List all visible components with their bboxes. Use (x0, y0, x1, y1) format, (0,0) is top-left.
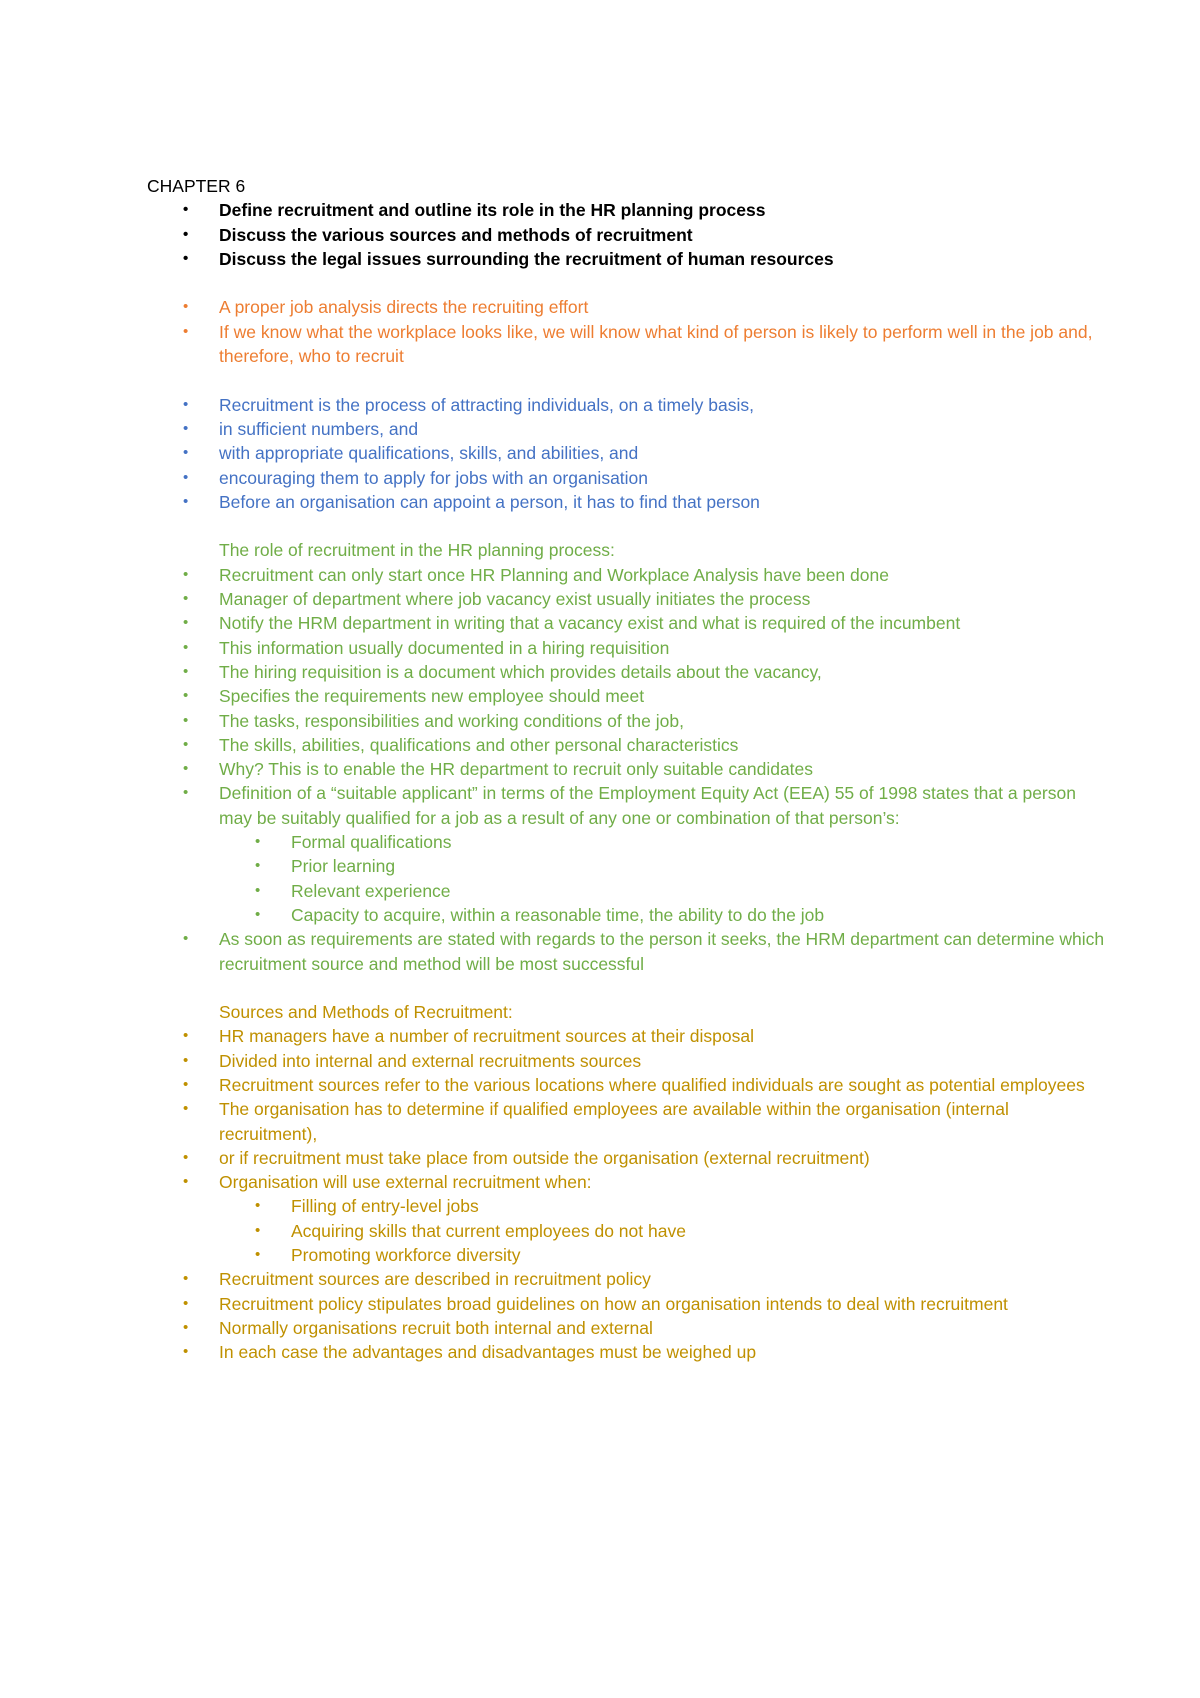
role-item: • As soon as requirements are stated with regards to the person it seeks, the HRM department can determine which recruitment source and method will be most successful (183, 929, 1105, 974)
role-item: • The tasks, responsibilities and working conditions of the job, (147, 709, 1107, 733)
bullet-icon: • (183, 784, 189, 802)
bullet-icon: • (183, 298, 189, 316)
bullet-icon: • (255, 857, 261, 875)
bullet-icon: • (183, 492, 189, 510)
role-subitem: • Relevant experience (147, 879, 1107, 903)
bullet-icon: • (183, 1100, 189, 1118)
bullet-icon: • (183, 662, 189, 680)
bullet-icon: • (183, 638, 189, 656)
bullet-icon: • (183, 1027, 189, 1045)
role-subitem: • Formal qualifications (147, 830, 1107, 854)
role-item: • The skills, abilities, qualifications and other personal characteristics (147, 733, 1107, 757)
bullet-icon: • (255, 1221, 261, 1239)
bullet-icon: • (183, 760, 189, 778)
definition-item: • Before an organisation can appoint a person, it has to find that person (147, 490, 1107, 514)
bullet-icon: • (183, 1075, 189, 1093)
definition-item: • Recruitment is the process of attracting individuals, on a timely basis, (147, 393, 1107, 417)
bullet-icon: • (183, 395, 189, 413)
objective-item: • Discuss the various sources and methods of recruitment (147, 223, 1107, 247)
bullet-icon: • (183, 1051, 189, 1069)
blank-line (147, 514, 1107, 538)
sources-subitem: • Promoting workforce diversity (147, 1243, 1107, 1267)
sources-item: • Organisation will use external recruitment when: (147, 1170, 1107, 1194)
bullet-icon: • (183, 1343, 189, 1361)
role-item: • Notify the HRM department in writing that a vacancy exist and what is required of the incumbent (147, 611, 1107, 635)
bullet-icon: • (183, 1294, 189, 1312)
sources-item: • The organisation has to determine if qualified employees are available within the organisation (internal recruitment), (183, 1099, 1009, 1144)
blank-line (147, 976, 1107, 1000)
role-item: • Why? This is to enable the HR department to recruit only suitable candidates (147, 757, 1107, 781)
role-item: • The hiring requisition is a document which provides details about the vacancy, (147, 660, 1107, 684)
role-section-heading: The role of recruitment in the HR planning process: (219, 540, 615, 561)
bullet-icon: • (183, 225, 189, 243)
bullet-icon: • (183, 468, 189, 486)
bullet-icon: • (183, 930, 189, 948)
bullet-icon: • (255, 833, 261, 851)
sources-item: • Normally organisations recruit both internal and external (147, 1316, 1107, 1340)
role-subitem: • Prior learning (147, 854, 1107, 878)
blank-line (147, 271, 1107, 295)
bullet-icon: • (183, 711, 189, 729)
definition-item: • in sufficient numbers, and (147, 417, 1107, 441)
bullet-icon: • (183, 687, 189, 705)
bullet-icon: • (183, 249, 189, 267)
bullet-icon: • (183, 590, 189, 608)
role-item: • Recruitment can only start once HR Planning and Workplace Analysis have been done (147, 563, 1107, 587)
job-analysis-item: • If we know what the workplace looks like, we will know what kind of person is likely to perform well in the job and, therefore, who to recruit (183, 321, 1093, 367)
role-item: • Specifies the requirements new employee should meet (147, 684, 1107, 708)
sources-subitem: • Acquiring skills that current employees do not have (147, 1219, 1107, 1243)
chapter-title: CHAPTER 6 (147, 176, 246, 196)
bullet-icon: • (183, 419, 189, 437)
sources-item: • Recruitment sources refer to the various locations where qualified individuals are sought as potential employees (147, 1073, 1107, 1097)
job-analysis-item: • A proper job analysis directs the recruiting effort (147, 295, 1107, 319)
sources-item: • HR managers have a number of recruitment sources at their disposal (147, 1024, 1107, 1048)
bullet-icon: • (183, 322, 189, 340)
blank-line (147, 368, 1107, 392)
bullet-icon: • (255, 1246, 261, 1264)
definition-item: • with appropriate qualifications, skills, and abilities, and (147, 441, 1107, 465)
bullet-icon: • (183, 565, 189, 583)
bullet-icon: • (183, 201, 189, 219)
document-body (147, 174, 1107, 1365)
objective-item: • Define recruitment and outline its role in the HR planning process (147, 198, 1107, 222)
role-item: • Definition of a “suitable applicant” in terms of the Employment Equity Act (EEA) 55 of 1998 states that a person may be suitably qualified for a job as a result of any one or combination of that person’s: (183, 783, 1076, 828)
sources-item: • Recruitment policy stipulates broad guidelines on how an organisation intends to deal with recruitment (147, 1292, 1107, 1316)
bullet-icon: • (255, 881, 261, 899)
role-subitem: • Capacity to acquire, within a reasonable time, the ability to do the job (147, 903, 1107, 927)
role-item: • This information usually documented in a hiring requisition (147, 636, 1107, 660)
sources-subitem: • Filling of entry-level jobs (147, 1194, 1107, 1218)
bullet-icon: • (183, 444, 189, 462)
bullet-icon: • (255, 905, 261, 923)
sources-section (147, 1000, 1107, 1364)
bullet-icon: • (183, 735, 189, 753)
definition-item: • encouraging them to apply for jobs with an organisation (147, 466, 1107, 490)
bullet-icon: • (183, 1270, 189, 1288)
sources-item: • or if recruitment must take place from outside the organisation (external recruitment) (147, 1146, 1107, 1170)
bullet-icon: • (255, 1197, 261, 1215)
bullet-icon: • (183, 1148, 189, 1166)
objective-item: • Discuss the legal issues surrounding the recruitment of human resources (147, 247, 1107, 271)
sources-item: • Divided into internal and external recruitments sources (147, 1049, 1107, 1073)
job-analysis-list (147, 295, 1107, 368)
bullet-icon: • (183, 614, 189, 632)
role-section (147, 538, 1107, 975)
role-item: • Manager of department where job vacancy exist usually initiates the process (147, 587, 1107, 611)
objectives-list (147, 198, 1107, 271)
sources-section-heading: Sources and Methods of Recruitment: (219, 1002, 513, 1023)
sources-item: • In each case the advantages and disadvantages must be weighed up (147, 1340, 1107, 1364)
sources-item: • Recruitment sources are described in recruitment policy (147, 1267, 1107, 1291)
bullet-icon: • (183, 1318, 189, 1336)
bullet-icon: • (183, 1173, 189, 1191)
recruitment-definition-list (147, 393, 1107, 514)
